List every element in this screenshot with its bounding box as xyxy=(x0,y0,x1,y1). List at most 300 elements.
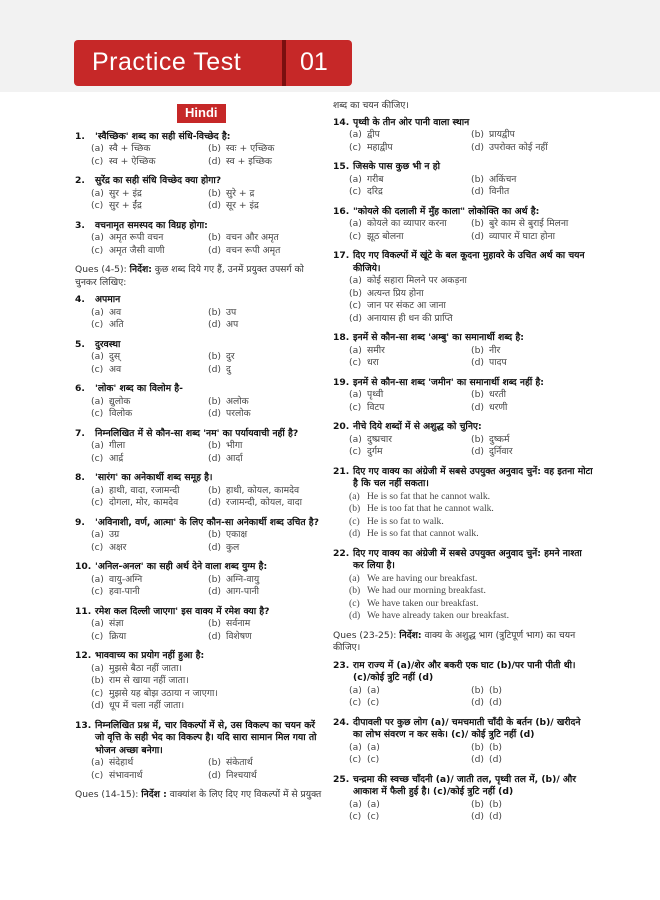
options-list xyxy=(75,396,325,421)
option xyxy=(208,631,325,644)
option xyxy=(91,542,208,555)
question-text: दुरवस्था xyxy=(95,338,121,350)
option-text: संदेहार्थ xyxy=(109,757,134,768)
option xyxy=(91,675,325,688)
options-list xyxy=(333,434,593,459)
options-list xyxy=(333,129,593,154)
option-label: (b) xyxy=(471,798,485,810)
option xyxy=(91,200,208,213)
option-text: क्रिया xyxy=(109,630,127,642)
option-label: (b) xyxy=(471,684,485,696)
option-label: (a) xyxy=(91,306,104,318)
option xyxy=(349,345,471,358)
option-text: धूप में चला नहीं जाता। xyxy=(109,700,185,711)
question-text: दिए गए विकल्पों में खूंटे के बल कूदना मुहावरे के उचित अर्थ का चयन कीजिये। xyxy=(353,250,585,274)
question-number: 16. xyxy=(333,205,350,217)
option-text: दोगला, मोर, कामदेव xyxy=(109,497,179,508)
option xyxy=(208,586,325,599)
option-text: स्व + ऐच्छिक xyxy=(109,155,156,167)
option-label: (c) xyxy=(349,186,362,197)
option xyxy=(349,389,471,402)
option xyxy=(208,307,325,320)
option-label: (c) xyxy=(349,597,360,609)
option-label: (d) xyxy=(208,497,222,508)
option xyxy=(349,174,471,187)
option-label: (a) xyxy=(349,218,362,229)
option-text: कोयले का व्यापार करना xyxy=(367,218,447,229)
option-text: भीगा xyxy=(226,440,243,451)
instruction xyxy=(75,789,325,802)
options-list xyxy=(75,757,325,782)
option-label: (b) xyxy=(349,503,361,514)
options-list xyxy=(333,685,593,710)
option xyxy=(471,129,593,142)
question xyxy=(75,472,325,510)
option-label: (a) xyxy=(349,684,362,696)
question xyxy=(333,421,593,459)
question-text: इनमें से कौन-सा शब्द 'जमीन' का समानार्थी शब्द नहीं है: xyxy=(353,376,544,388)
option-text: व्यापार में घाटा होना xyxy=(489,230,556,242)
option-text: विनीत xyxy=(489,186,510,197)
option xyxy=(349,142,471,155)
option-label: (d) xyxy=(349,610,361,621)
question xyxy=(333,117,593,155)
options-list xyxy=(75,188,325,213)
option xyxy=(471,811,593,824)
question-line xyxy=(333,377,593,390)
option-label: (c) xyxy=(91,630,104,642)
option xyxy=(349,300,593,313)
options-list xyxy=(75,440,325,465)
question-text: अपमान xyxy=(95,294,121,305)
option xyxy=(91,529,208,542)
option-text: निश्चयार्थ xyxy=(226,769,257,781)
option-text: अग्नि-वायु xyxy=(226,573,260,585)
question-text: वचनामृत समस्पद का विग्रह होगा: xyxy=(95,219,208,231)
question-number: 21. xyxy=(333,465,350,477)
instruction-label: Ques (14-15): xyxy=(75,789,139,800)
options-list xyxy=(75,529,325,554)
question-line xyxy=(75,220,325,233)
option-text: मुझसे यह बोझ उठाया न जाएगा। xyxy=(109,687,218,699)
option-label: (d) xyxy=(471,811,485,822)
option-text: प्रायद्वीप xyxy=(489,129,515,140)
options-list xyxy=(75,351,325,376)
option-label: (d) xyxy=(471,401,485,413)
option-text: हाथी, वादा, रजामन्दी xyxy=(109,484,180,496)
question xyxy=(75,294,325,332)
option-text: अप xyxy=(226,319,239,330)
question-number: 12. xyxy=(75,650,92,661)
instruction-heading: निर्देश: xyxy=(129,264,152,275)
option xyxy=(349,275,593,288)
question xyxy=(75,428,325,466)
option xyxy=(349,754,471,767)
question xyxy=(333,548,593,623)
option-text: We have already taken our breakfast. xyxy=(367,610,509,621)
question-line xyxy=(333,161,593,174)
option-text: उप xyxy=(226,306,237,318)
option-text: वायु-अग्नि xyxy=(109,573,143,585)
option-text: सूर + इंद्र xyxy=(226,200,259,211)
question-line xyxy=(75,650,325,663)
option-label: (c) xyxy=(91,319,104,330)
option xyxy=(471,345,593,358)
option xyxy=(208,497,325,510)
option xyxy=(349,446,471,459)
option xyxy=(471,697,593,710)
option-text: (d) xyxy=(489,754,503,765)
option-label: (b) xyxy=(471,389,485,400)
option-label: (b) xyxy=(471,173,485,185)
option-text: अति xyxy=(109,319,124,330)
option-text: सर्वनाम xyxy=(226,618,251,629)
question-text: दीपावली पर कुछ लोग (a)/ चमचमाती चाँदी के बर्तन (b)/ खरीदने का लोभ संवरण न कर सके। (c)/ कोई त्रुटि नहीं (d) xyxy=(353,716,581,740)
option-text: (c) xyxy=(367,697,380,708)
question-number: 22. xyxy=(333,547,350,559)
option-text: अनायास ही धन की प्राप्ति xyxy=(367,312,453,324)
option-label: (d) xyxy=(208,363,222,375)
option-text: द्वीप xyxy=(367,129,380,140)
option-label: (d) xyxy=(208,586,222,597)
left-column xyxy=(75,100,325,807)
option-label: (b) xyxy=(349,287,363,299)
option-text: दु xyxy=(226,363,231,375)
option xyxy=(349,585,593,598)
option xyxy=(208,245,325,258)
question-text: जिसके पास कुछ भी न हो xyxy=(353,161,440,172)
question-line xyxy=(333,421,593,434)
option-text: आर्दा xyxy=(226,452,243,464)
option-label: (c) xyxy=(349,446,362,457)
option xyxy=(91,351,208,364)
option-label: (d) xyxy=(471,697,485,708)
question-text: सुरेंद्र का सही संधि विच्छेद क्या होगा? xyxy=(95,175,222,186)
option-text: दुर्निवार xyxy=(489,446,513,457)
question-text: नीचे दिये शब्दों में से अशुद्ध को चुनिए: xyxy=(353,421,482,432)
question-text: "कोयले की दलाली में मुँह काला" लोकोक्ति का अर्थ है: xyxy=(353,205,540,217)
option-text: वचन रूपी अमृत xyxy=(226,244,281,256)
option xyxy=(349,811,471,824)
option-label: (b) xyxy=(471,218,485,229)
options-list xyxy=(333,389,593,414)
option xyxy=(91,319,208,332)
option xyxy=(471,446,593,459)
option-text: उपरोक्त कोई नहीं xyxy=(489,141,548,153)
option-text: आर्द्र xyxy=(109,452,124,464)
options-list xyxy=(75,663,325,713)
option xyxy=(91,364,208,377)
question-text: रमेश कल दिल्ली जाएगा' इस वाक्य में रमेश क्या है? xyxy=(95,605,270,617)
option-text: He is too fat that he cannot walk. xyxy=(367,503,494,514)
option xyxy=(471,389,593,402)
option xyxy=(349,528,593,541)
header-number-box xyxy=(286,40,352,86)
option-label: (c) xyxy=(91,200,104,211)
option-text: वचन और अमृत xyxy=(226,232,279,243)
option-label: (c) xyxy=(349,300,362,311)
option-label: (a) xyxy=(91,351,104,362)
option xyxy=(349,491,593,504)
option-label: (c) xyxy=(349,141,362,153)
question xyxy=(75,606,325,644)
option-text: विशेषण xyxy=(226,630,252,642)
option xyxy=(91,396,208,409)
option-text: अत्यन्त प्रिय होना xyxy=(367,287,424,299)
option xyxy=(208,485,325,498)
question-text: भाववाच्य का प्रयोग नहीं हुआ है: xyxy=(95,650,205,661)
option-text: सुर + इंद्र xyxy=(109,187,142,199)
option-text: We are having our breakfast. xyxy=(367,572,478,584)
option-text: राम से खाया नहीं जाता। xyxy=(109,675,189,686)
options-list xyxy=(333,218,593,243)
option-text: पृथ्वी xyxy=(367,389,384,400)
option-label: (c) xyxy=(91,586,104,597)
option-label: (a) xyxy=(91,662,104,674)
option-label: (d) xyxy=(208,319,222,330)
option-label: (c) xyxy=(91,452,104,464)
option xyxy=(471,799,593,812)
option-label: (b) xyxy=(208,573,222,585)
option-label: (b) xyxy=(91,675,105,686)
option-text: दुस् xyxy=(109,351,121,362)
option-label: (d) xyxy=(208,200,222,211)
right-column xyxy=(333,100,593,831)
option-text: (d) xyxy=(489,697,503,708)
question-text: 'अविनाशी, वर्ण, आत्मा' के लिए कौन-सा अनेकार्थी शब्द उचित है? xyxy=(95,516,319,528)
option-label: (c) xyxy=(91,244,104,256)
option xyxy=(208,770,325,783)
instruction-heading: निर्देश : xyxy=(141,789,167,800)
option xyxy=(471,174,593,187)
option-label: (a) xyxy=(91,757,104,768)
question-number: 24. xyxy=(333,716,350,728)
options-list xyxy=(333,345,593,370)
question xyxy=(75,175,325,213)
right-question-list xyxy=(333,100,593,824)
option-text: अव xyxy=(109,363,122,375)
option xyxy=(91,307,208,320)
question-number: 3. xyxy=(75,219,85,231)
option-text: अमृत रूपी वचन xyxy=(109,232,164,243)
question-number: 9. xyxy=(75,516,85,528)
option-text: कुल xyxy=(226,541,240,553)
question xyxy=(75,561,325,599)
option-label: (d) xyxy=(471,141,485,153)
option xyxy=(91,156,208,169)
option-text: उग्र xyxy=(109,529,120,540)
option-text: दुष्कर्म xyxy=(489,433,510,445)
option xyxy=(208,156,325,169)
question xyxy=(75,383,325,421)
option-label: (b) xyxy=(208,484,222,496)
option-label: (b) xyxy=(208,757,222,768)
question-line xyxy=(333,206,593,219)
option xyxy=(471,685,593,698)
option-text: स्वै + च्छिक xyxy=(109,143,151,154)
option xyxy=(208,453,325,466)
question xyxy=(75,131,325,169)
option xyxy=(91,408,208,421)
option xyxy=(91,188,208,201)
option xyxy=(208,200,325,213)
option xyxy=(91,485,208,498)
instruction-heading: निर्देश: xyxy=(399,629,422,641)
option-label: (a) xyxy=(349,344,362,356)
question xyxy=(333,161,593,199)
option xyxy=(349,503,593,516)
option-label: (a) xyxy=(349,275,362,286)
option-text: संभावनार्थ xyxy=(109,769,143,781)
question-line xyxy=(333,250,593,275)
option-label: (b) xyxy=(208,187,222,199)
option-label: (b) xyxy=(208,143,222,154)
option-text: (b) xyxy=(489,741,503,753)
option-label: (a) xyxy=(91,395,104,407)
option xyxy=(208,757,325,770)
option-text: संज्ञा xyxy=(109,618,124,629)
instruction-label: Ques (4-5): xyxy=(75,264,127,275)
option-label: (c) xyxy=(349,515,360,527)
question-text: इनमें से कौन-सा शब्द 'अम्बु' का समानार्थी शब्द है: xyxy=(353,332,524,343)
options-list xyxy=(333,275,593,325)
option-text: सुर + ईंद्र xyxy=(109,200,142,211)
option-label: (a) xyxy=(91,440,104,451)
option xyxy=(349,218,471,231)
option-label: (b) xyxy=(208,351,222,362)
header-number: 01 xyxy=(300,48,328,76)
question-text: 'सारंग' का अनेकार्थी शब्द समूह है। xyxy=(95,472,213,483)
option-text: महाद्वीप xyxy=(367,141,393,153)
question-number: 15. xyxy=(333,161,350,172)
question-text: निम्नलिखित में से कौन-सा शब्द 'नम' का पर्यायवाची नहीं है? xyxy=(95,427,299,439)
option-label: (c) xyxy=(349,401,362,413)
question-line xyxy=(75,294,325,307)
option-text: (d) xyxy=(489,811,503,822)
option xyxy=(208,232,325,245)
question-line xyxy=(75,517,325,530)
option-text: अलोक xyxy=(226,395,249,407)
question-text: राम राज्य में (a)/शेर और बकरी एक घाट (b)/पर पानी पीती थी। (c)/कोई त्रुटि नहीं (d) xyxy=(353,659,576,683)
option-label: (a) xyxy=(349,572,360,584)
question-line xyxy=(75,606,325,619)
option xyxy=(471,402,593,415)
question-text: 'स्वैच्छिक' शब्द का सही संधि-विच्छेद है: xyxy=(95,130,231,142)
question-number: 11. xyxy=(75,605,92,617)
question-line xyxy=(75,472,325,485)
option xyxy=(349,402,471,415)
question xyxy=(333,717,593,767)
question xyxy=(75,720,325,783)
option-text: सुरे + द्र xyxy=(226,187,255,199)
option-label: (c) xyxy=(91,541,104,553)
option xyxy=(208,408,325,421)
option xyxy=(471,742,593,755)
option-label: (a) xyxy=(91,529,104,540)
option xyxy=(208,396,325,409)
options-list xyxy=(75,232,325,257)
options-list xyxy=(75,618,325,643)
question-number: 1. xyxy=(75,130,85,142)
question-line xyxy=(75,428,325,441)
option-text: अक्षर xyxy=(109,541,127,553)
left-question-list xyxy=(75,131,325,802)
option-text: धरती xyxy=(489,389,507,400)
option xyxy=(349,516,593,529)
option-text: अकिंचन xyxy=(489,173,517,185)
question xyxy=(75,517,325,555)
options-list xyxy=(75,143,325,168)
question xyxy=(75,220,325,258)
option-label: (d) xyxy=(349,528,361,539)
option-label: (d) xyxy=(471,186,485,197)
option-label: (c) xyxy=(349,697,362,708)
option-text: हवा-पानी xyxy=(109,586,140,597)
option-text: कोई सहारा मिलने पर अकड़ना xyxy=(367,275,467,286)
question-text: 'अनिल-अनल' का सही अर्थ देने वाला शब्द युग्म है: xyxy=(95,561,268,572)
options-list xyxy=(333,174,593,199)
option-text: समीर xyxy=(367,344,385,356)
question-number: 17. xyxy=(333,250,350,261)
question xyxy=(75,650,325,713)
option xyxy=(91,245,208,258)
option xyxy=(349,799,471,812)
option-text: स्वः + एच्छिक xyxy=(226,143,275,154)
option-label: (d) xyxy=(471,357,485,368)
option-label: (c) xyxy=(349,230,362,242)
question-number: 10. xyxy=(75,561,92,572)
option-label: (c) xyxy=(91,363,104,375)
question xyxy=(333,466,593,541)
option xyxy=(91,688,325,701)
subject-label: Hindi xyxy=(177,104,226,123)
option xyxy=(349,598,593,611)
instruction-text: वाक्य के अशुद्ध भाग (त्रुटिपूर्ण भाग) का चयन कीजिए। xyxy=(333,629,576,653)
option-text: आग-पानी xyxy=(226,586,259,597)
question-number: 23. xyxy=(333,659,350,671)
question xyxy=(333,250,593,325)
option-label: (a) xyxy=(349,798,362,810)
option-text: He is so fat to walk. xyxy=(367,515,444,527)
option-label: (b) xyxy=(471,741,485,753)
question-line xyxy=(333,717,593,742)
option-text: अमृत जैसी वाणी xyxy=(109,244,165,256)
option-text: गरीब xyxy=(367,173,384,185)
option-text: द्युलोक xyxy=(109,395,131,407)
option xyxy=(91,757,208,770)
option-label: (c) xyxy=(349,811,362,822)
option xyxy=(91,663,325,676)
option-text: धरणी xyxy=(489,401,508,413)
option-text: दुर xyxy=(226,351,235,362)
option-label: (a) xyxy=(91,187,104,199)
option-label: (c) xyxy=(91,497,104,508)
option xyxy=(208,143,325,156)
option xyxy=(91,143,208,156)
instruction-text: वाक्यांश के लिए दिए गए विकल्पों में से प्रयुक्त xyxy=(169,789,322,800)
option-text: He is so fat that he cannot walk. xyxy=(367,490,491,502)
question-line xyxy=(75,383,325,396)
option xyxy=(91,453,208,466)
option-label: (b) xyxy=(471,433,485,445)
option-label: (b) xyxy=(208,529,222,540)
test-header xyxy=(74,40,354,86)
question-number: 4. xyxy=(75,294,85,305)
option-text: हाथी, कोयल, कामदेव xyxy=(226,484,300,496)
option-label: (b) xyxy=(349,585,361,596)
option-label: (b) xyxy=(208,232,222,243)
option-label: (a) xyxy=(91,618,104,629)
